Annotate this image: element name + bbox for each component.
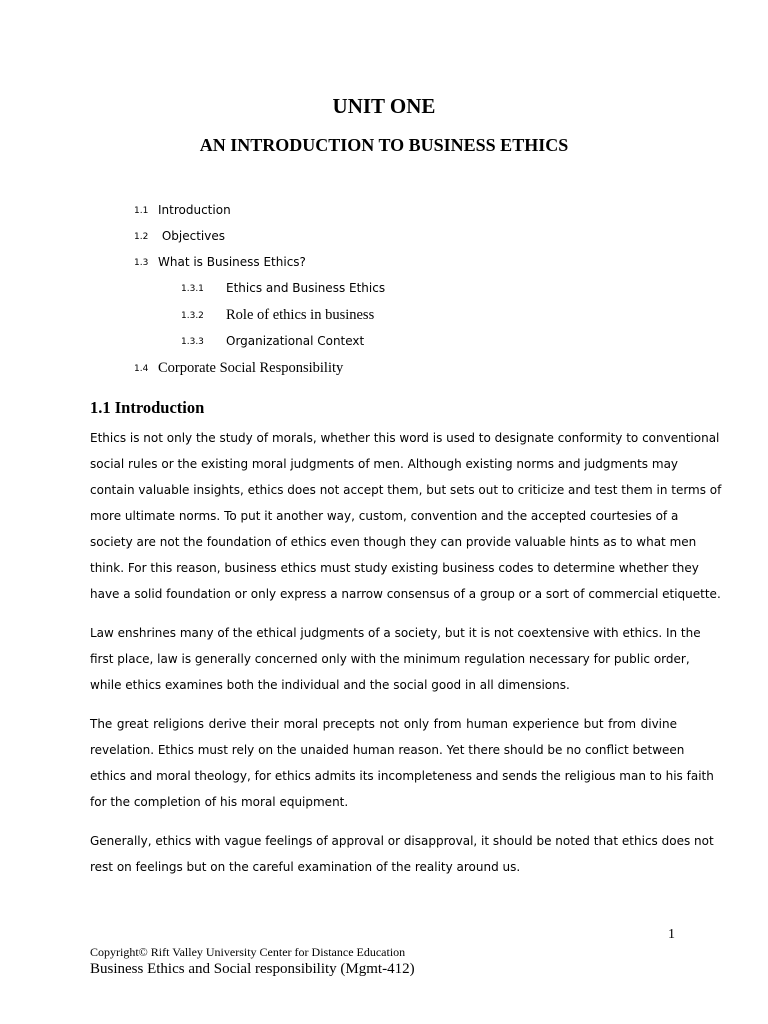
body-paragraph [90,711,714,815]
text-line: for the completion of his moral equipment. [90,795,349,809]
toc-number: 1.2 [134,232,149,242]
section-heading: 1.1 Introduction [90,398,205,417]
page-number: 1 [668,927,675,942]
toc-number: 1.3 [134,258,149,268]
toc-item-ethics-and-business-ethics: Ethics and Business Ethics [226,281,386,295]
body-paragraph [90,828,714,880]
toc-number: 1.3.3 [181,337,204,347]
footer-course-title: Business Ethics and Social responsibility (Mgmt-412) [90,961,415,977]
text-line: while ethics examines both the individual and the social good in all dimensions. [90,678,570,692]
body-paragraph [90,425,722,607]
body-paragraph [90,620,701,698]
toc-number: 1.3.2 [181,311,204,321]
toc-number: 1.3.1 [181,284,204,294]
unit-title: UNIT ONE [332,94,436,118]
text-line: ethics and moral theology, for ethics admits its incompleteness and sends the religious man to his faith [90,769,714,783]
toc-item-role-of-ethics: Role of ethics in business [226,307,375,323]
text-line: The great religions derive their moral precepts not only from human experience but from divine [90,717,677,731]
text-line: contain valuable insights, ethics does not accept them, but sets out to criticize and test them in terms of [90,483,722,497]
text-line: revelation. Ethics must rely on the unaided human reason. Yet there should be no conflict between [90,743,685,757]
text-line: rest on feelings but on the careful examination of the reality around us. [90,860,521,874]
text-line: think. For this reason, business ethics must study existing business codes to determine whether they [90,561,699,575]
text-line: social rules or the existing moral judgments of men. Although existing norms and judgments may [90,457,679,471]
toc-item-organizational-context: Organizational Context [226,334,365,348]
text-line: society are not the foundation of ethics even though they can provide valuable hints as to what men [90,535,697,549]
footer-copyright: Copyright© Rift Valley University Center for Distance Education [90,945,406,959]
toc-item-introduction: Introduction [158,203,231,217]
toc-item-corporate-social-responsibility: Corporate Social Responsibility [158,360,344,376]
toc-number: 1.1 [134,206,149,216]
text-line: Law enshrines many of the ethical judgments of a society, but it is not coextensive with ethics. In the [90,626,701,640]
toc-item-what-is-business-ethics: What is Business Ethics? [158,255,306,269]
toc-number: 1.4 [134,364,149,374]
toc-item-objectives: Objectives [158,229,225,243]
text-line: Generally, ethics with vague feelings of approval or disapproval, it should be noted that ethics does not [90,834,714,848]
text-line: Ethics is not only the study of morals, whether this word is used to designate conformity to conventional [90,431,720,445]
text-line: more ultimate norms. To put it another way, custom, convention and the accepted courtesies of a [90,509,679,523]
document-title: AN INTRODUCTION TO BUSINESS ETHICS [199,135,569,155]
text-line: have a solid foundation or only express a narrow consensus of a group or a sort of commercial etiquette. [90,587,721,601]
text-line: first place, law is generally concerned only with the minimum regulation necessary for public order, [90,652,690,666]
